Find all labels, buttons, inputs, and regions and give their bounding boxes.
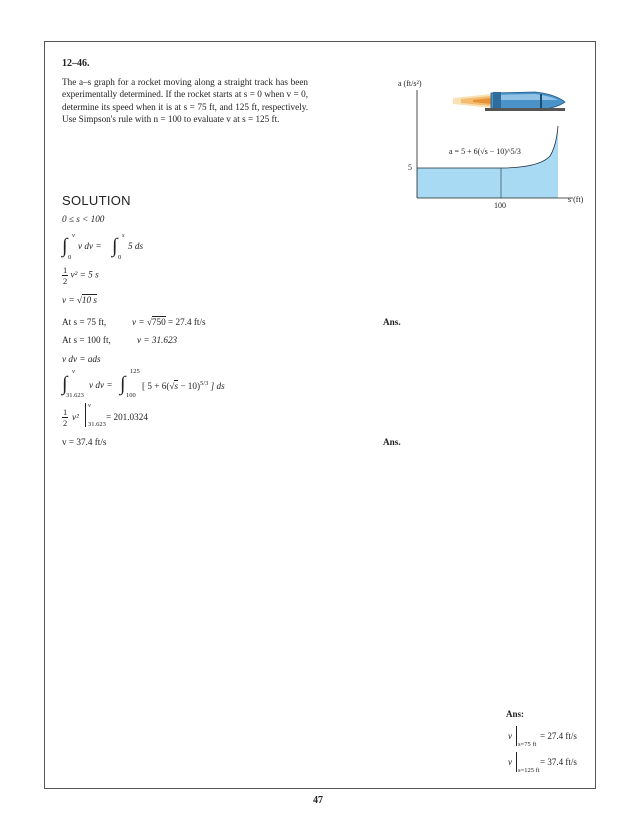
answer-2: v s=125 ft = 37.4 ft/s	[506, 752, 596, 776]
rocket-flame	[453, 94, 491, 108]
ans-label-2: Ans.	[383, 437, 401, 447]
problem-text: The a–s graph for a rocket moving along a straight track has been experimentally determined. If the rocket starts at s = 0 when v = 0, determine its speed when it is at s = 75 ft, and 125 ft, respectively. Use Simpson's rule with n = 100 to evaluate v at s = 125 ft.	[62, 77, 308, 125]
ans-label-1: Ans.	[383, 317, 401, 327]
area-under-curve	[417, 126, 558, 198]
result-100ft-value: v = 31.623	[137, 335, 178, 345]
equation-2: $\frac{1}{2}$ v² = 5 s	[63, 265, 99, 286]
result-75ft: At s = 75 ft,	[62, 317, 107, 327]
solution-heading: SOLUTION	[62, 193, 131, 208]
page-number: 47	[313, 795, 323, 806]
equation-7: ∫ v 31.623 v dv = ∫ 125 100 [ $5 + 6(√s - 10)^{5/3}$ ] ds	[62, 368, 225, 399]
equation-1: ∫ v 0 v dv = ∫ s 0 5 ds	[62, 232, 144, 261]
result-100ft: At s = 100 ft,	[62, 335, 111, 345]
y-axis-label: a (ft/s²)	[398, 79, 422, 88]
result-75ft-value: v = √750 = 27.4 ft/s	[132, 317, 206, 327]
y-tick-label: 5	[408, 163, 412, 172]
problem-number: 12–46.	[62, 58, 90, 69]
equation-8: $\frac{1}{2}$ v² v 31.623 = 201.0324	[63, 402, 148, 428]
curve-label: a = 5 + 6(√s − 10)^5/3	[449, 147, 521, 156]
x-tick-label: 100	[494, 201, 506, 210]
answers-title: Ans:	[506, 709, 525, 719]
final-velocity: v = 37.4 ft/s	[62, 437, 107, 447]
x-axis-label: s (ft)	[568, 195, 584, 204]
equation-3: v = √10 s	[62, 295, 97, 305]
rocket-icon	[485, 92, 565, 111]
answer-1: v s=75 ft = 27.4 ft/s	[506, 726, 596, 750]
range-condition: 0 ≤ s < 100	[62, 214, 105, 224]
equation-vdv-ads: v dv = ads	[62, 354, 101, 364]
